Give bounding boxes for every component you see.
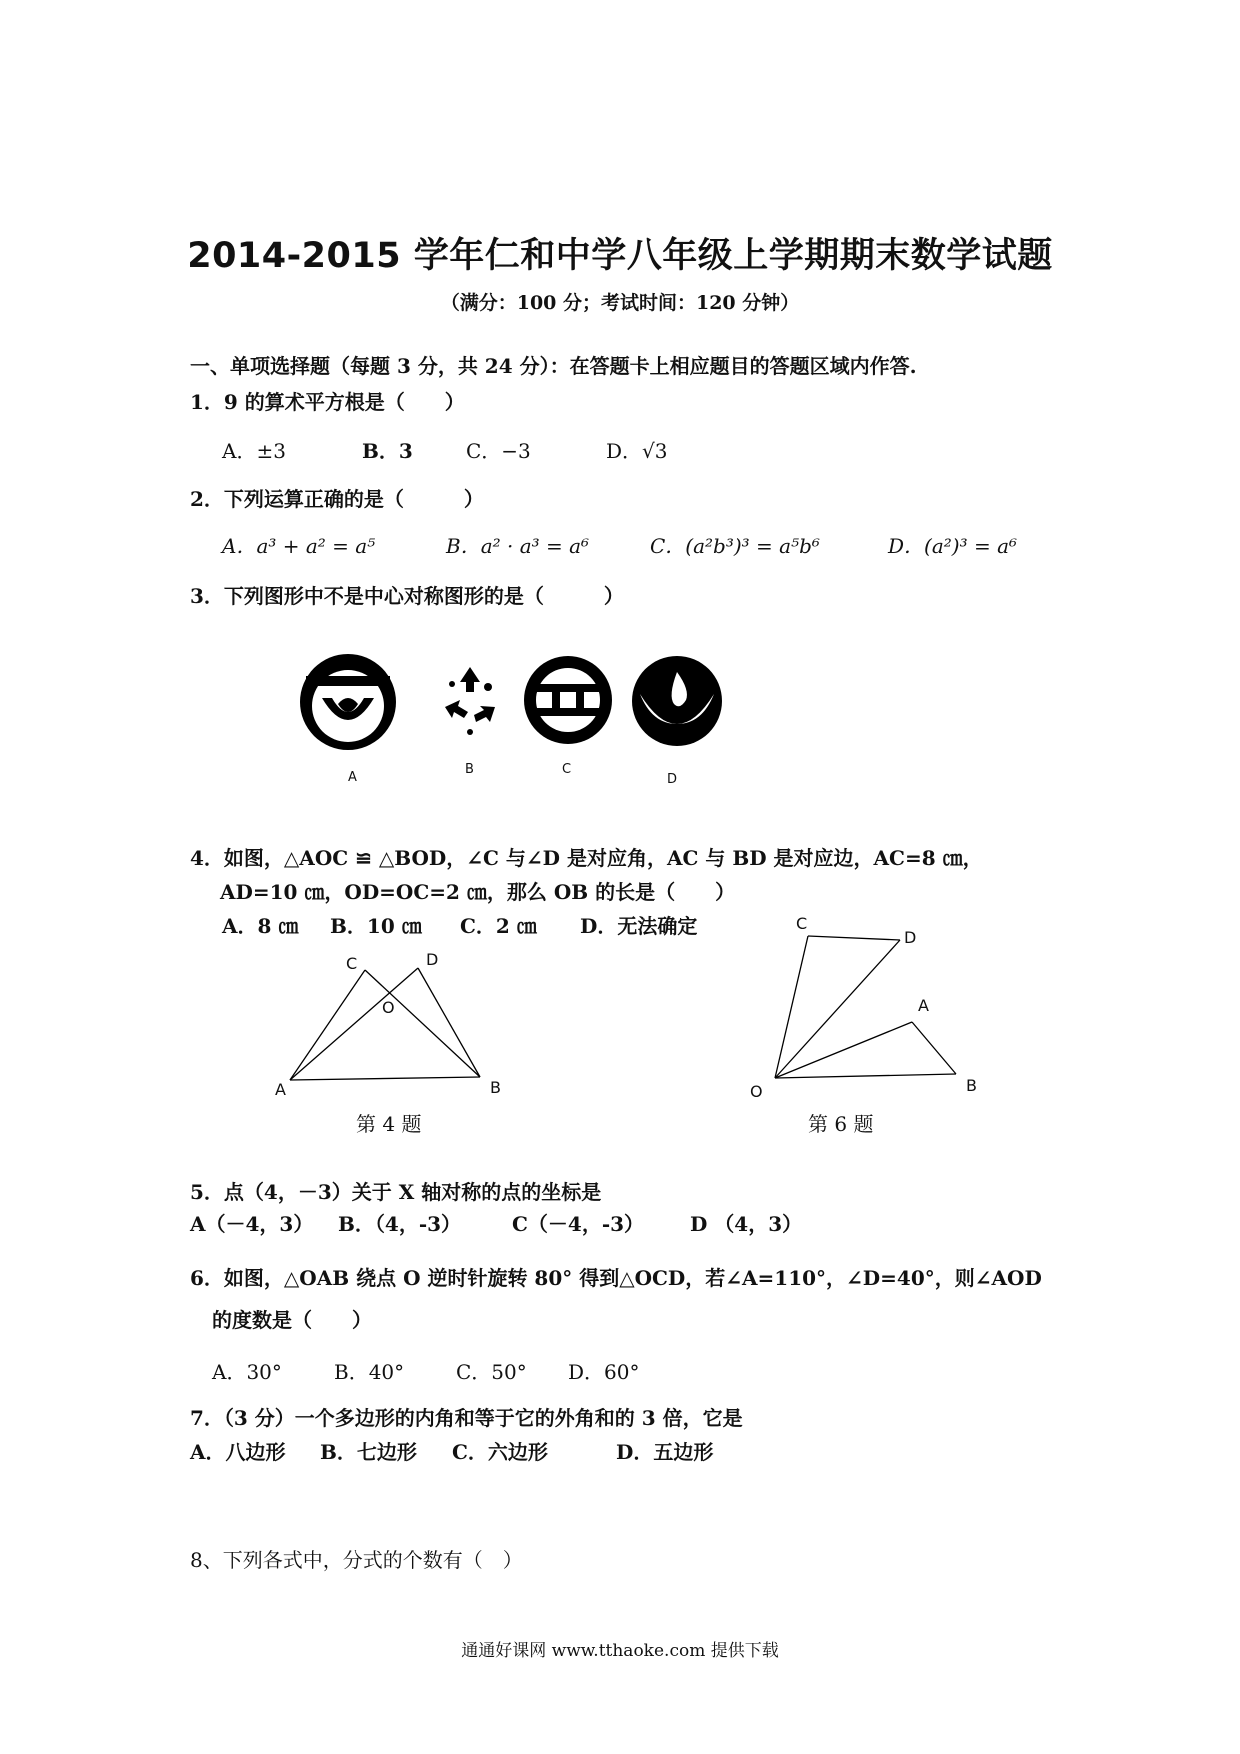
fig6-caption: 第 6 题 [808,1112,874,1136]
q2-option-c: C．(a²b³)³ = a⁵b⁶ [650,534,820,558]
fig6-point-c: C [796,914,808,933]
q6-figure [760,920,980,1090]
q4-option-a: A．8 ㎝ [222,914,299,938]
q3-label-d: D [667,772,678,787]
q4-point-d: D [426,950,439,969]
q5-option-c: C（－4，-3） [512,1212,645,1236]
question-5-stem: 5．点（4，－3）关于 X 轴对称的点的坐标是 [190,1180,602,1204]
q4-point-a: A [275,1080,286,1099]
q3-logo-c-icon [522,654,614,746]
q5-option-a: A（－4，3） [190,1212,314,1236]
q4-figure-caption: 第 4 题 [356,1112,422,1136]
page-footer: 通通好课网 www.tthaoke.com 提供下载 [461,1641,779,1661]
fig6-point-b: B [966,1076,977,1095]
q3-label-a: A [348,770,357,785]
fig6-point-d: D [904,928,917,947]
question-2-stem: 2．下列运算正确的是（ ） [190,487,484,511]
q2-option-a: A．a³ + a² = a⁵ [222,534,376,558]
question-6-line2: 的度数是（ ） [212,1308,372,1332]
question-3-stem: 3．下列图形中不是中心对称图形的是（ ） [190,584,624,608]
q5-option-d: D （4，3） [690,1212,803,1236]
question-7-stem: 7．（3 分）一个多边形的内角和等于它的外角和的 3 倍，它是 [190,1406,743,1430]
q7-option-a: A．八边形 [190,1440,286,1464]
q4-figure [280,940,520,1100]
question-1-stem: 1．9 的算术平方根是（ ） [190,390,465,414]
q3-logo-a-icon [298,652,398,752]
q3-label-b: B [465,762,474,777]
q4-point-b: B [490,1078,501,1097]
q6-option-a: A．30° [212,1360,282,1384]
q4-option-c: C．2 ㎝ [460,914,537,938]
question-6-line1: 6．如图，△OAB 绕点 O 逆时针旋转 80° 得到△OCD，若∠A=110°，∠D=40°，则∠AOD [190,1266,1042,1290]
q1-option-a: A．±3 [222,439,286,463]
q4-option-d: D．无法确定 [580,914,698,938]
q7-option-d: D．五边形 [616,1440,714,1464]
fig6-point-o: O [750,1082,763,1101]
question-4-line2: AD=10 ㎝，OD=OC=2 ㎝，那么 OB 的长是（ ） [220,880,736,904]
q7-option-b: B．七边形 [320,1440,417,1464]
question-4-line1: 4．如图，△AOC ≌ △BOD，∠C 与∠D 是对应角，AC 与 BD 是对应边，AC=8 ㎝， [190,846,983,870]
q1-option-d: D．√3 [606,439,668,463]
q1-option-b: B．3 [362,439,413,463]
q5-option-b: B．（4，-3） [338,1212,462,1236]
question-8-stem: 8、下列各式中，分式的个数有（ ） [190,1548,523,1572]
q4-point-o: O [382,998,395,1017]
page-subtitle: （满分：100 分；考试时间：120 分钟） [440,292,800,314]
fig6-point-a: A [918,996,929,1015]
q3-label-c: C [562,762,572,777]
section-heading: 一、单项选择题（每题 3 分，共 24 分）：在答题卡上相应题目的答题区域内作答. [190,354,917,378]
q4-option-b: B．10 ㎝ [330,914,422,938]
q6-option-c: C．50° [456,1360,527,1384]
page-title: 2014-2015 学年仁和中学八年级上学期期末数学试题 [187,236,1053,276]
q3-logo-b-icon [440,662,500,742]
q6-option-b: B．40° [334,1360,405,1384]
q2-option-b: B．a² · a³ = a⁶ [446,534,590,558]
q3-logo-d-icon [630,654,724,748]
q7-option-c: C．六边形 [452,1440,548,1464]
q2-option-d: D．(a²)³ = a⁶ [888,534,1018,558]
q1-option-c: C．−3 [466,439,531,463]
q6-option-d: D．60° [568,1360,640,1384]
q4-point-c: C [346,954,358,973]
